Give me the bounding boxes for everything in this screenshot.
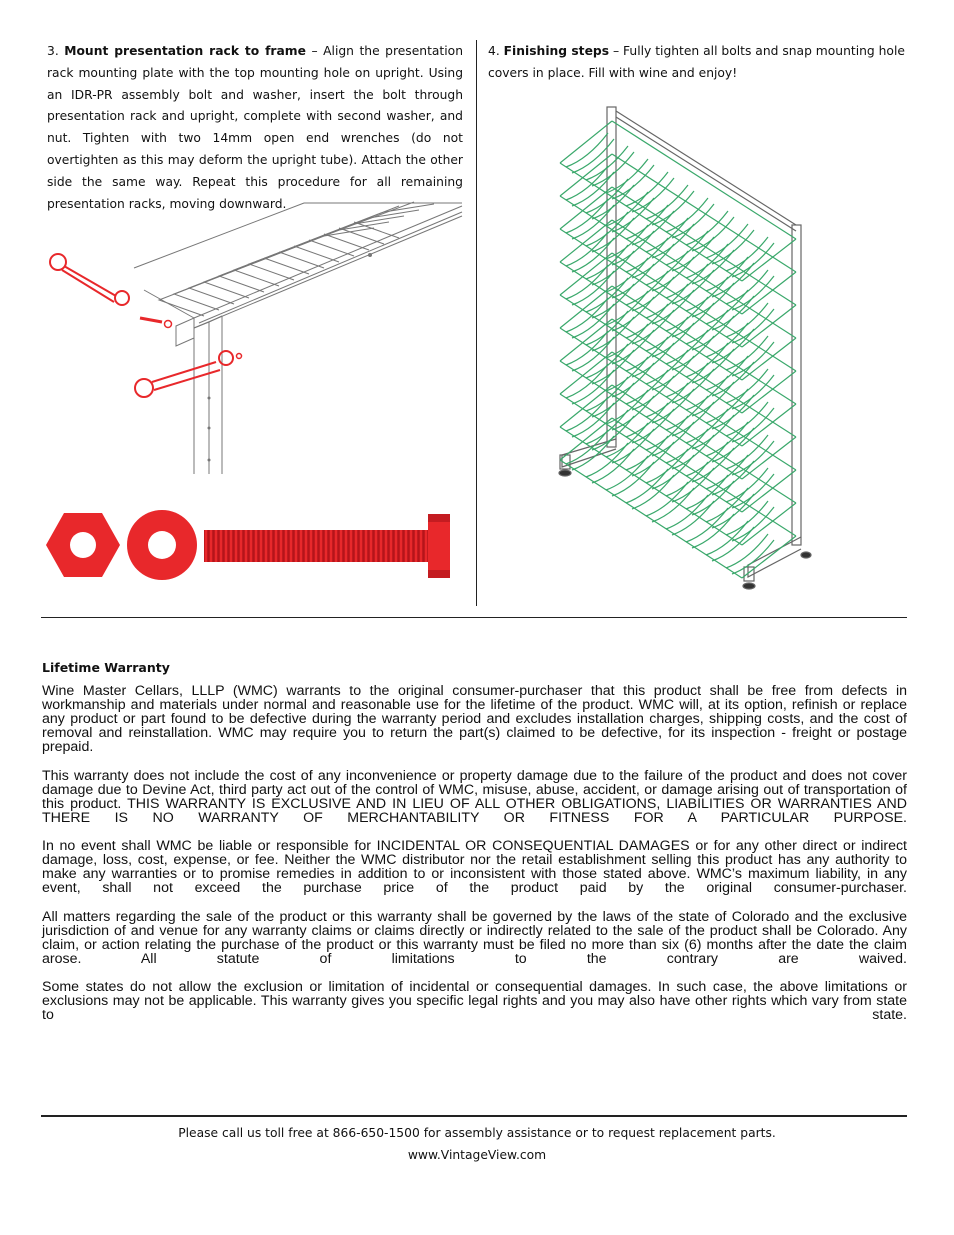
bolt-icon	[204, 514, 450, 578]
step-4-number: 4.	[488, 44, 500, 58]
warranty-paragraph: Wine Master Cellars, LLLP (WMC) warrants to the original consumer-purchaser that this product shall be free from defects in workmanship and materials under normal and reasonable use for the lifetime of the product. WMC will, at its option, refinish or replace any product or part found to be defective during the warranty period and excludes installation charges, shipping costs, and the cost of removal and reinstallation. WMC may require you to return the part(s) claimed to be defective, for its inspection - freight or postage prepaid.	[42, 683, 907, 756]
warranty-title: Lifetime Warranty	[42, 660, 170, 675]
warranty-paragraph: This warranty does not include the cost of any inconvenience or property damage due to the failure of the product and does not cover damage due to Devine Act, third party act out of the control of WMC, misuse, abuse, accident, or damage arising out of transportation of this product. THIS WARRANTY IS EXCLUSIVE AND IN LIEU OF ALL OTHER OBLIGATIONS, LIABILITIES OR WARRANTIES AND THERE IS NO WARRANTY OF MERCHANTABILITY OR FITNESS FOR A PARTICULAR PURPOSE.	[42, 767, 907, 826]
step-4-title: Finishing steps	[503, 44, 610, 58]
step-4-text: – Fully tighten all bolts and snap mounting hole covers in place. Fill with wine and enjoy!	[488, 44, 905, 80]
warranty-body	[42, 684, 907, 1036]
column-divider	[476, 40, 477, 606]
footer-divider	[41, 1115, 907, 1117]
footer-website-link[interactable]: www.VintageView.com	[407, 1148, 547, 1162]
step-3-instructions	[47, 41, 463, 215]
step-3-text: – Align the presentation rack mounting plate with the top mounting hole on upright. Using an IDR-PR assembly bolt and washer, insert the bolt through presentation rack and upright, complete with second washer, and nut. Tighten with two 14mm open end wrenches (do not overtighten as this may deform the upright tube). Attach the other side the same way. Repeat this procedure for all remaining presentation racks, moving downward.	[47, 44, 463, 211]
step-3-title: Mount presentation rack to frame	[64, 44, 306, 58]
warranty-paragraph: Some states do not allow the exclusion or limitation of incidental or consequential damages. In such case, the above limitations or exclusions may not be applicable. This warranty gives you specific legal rights and you may also have other rights which vary from state to state.	[42, 978, 907, 1024]
hardware-illustration	[46, 508, 456, 583]
step-3-number: 3.	[47, 44, 59, 58]
rack-mount-illustration	[44, 198, 466, 478]
warranty-paragraph: In no event shall WMC be liable or responsible for INCIDENTAL OR CONSEQUENTIAL DAMAGES or for any other direct or indirect damage, loss, cost, expense, or fee. Neither the WMC distributor nor the retail establishment selling this product has any authority to make any warranties or to promise remedies in addition to or inconsistent with those stated above. WMC’s maximum liability, in any event, shall not exceed the purchase price of the product paid by the original consumer-purchaser.	[42, 838, 907, 897]
wine-rack-illustration	[552, 103, 812, 603]
step-4-instructions	[488, 41, 908, 85]
section-divider	[41, 617, 907, 618]
footer-phone-note: Please call us toll free at 866-650-1500 for assembly assistance or to request replacement parts.	[178, 1126, 776, 1140]
warranty-paragraph: All matters regarding the sale of the product or this warranty shall be governed by the laws of the state of Colorado and the exclusive jurisdiction of and venue for any warranty claims or claims directly or indirectly related to the sale of the product shall be Colorado. Any claim, or action relating the purchase of the product or this warranty must be filed no more than six (6) months after the date the claim arose. All statute of limitations to the contrary are waived.	[42, 908, 907, 967]
nut-icon	[46, 513, 120, 577]
washer-icon	[127, 510, 197, 580]
